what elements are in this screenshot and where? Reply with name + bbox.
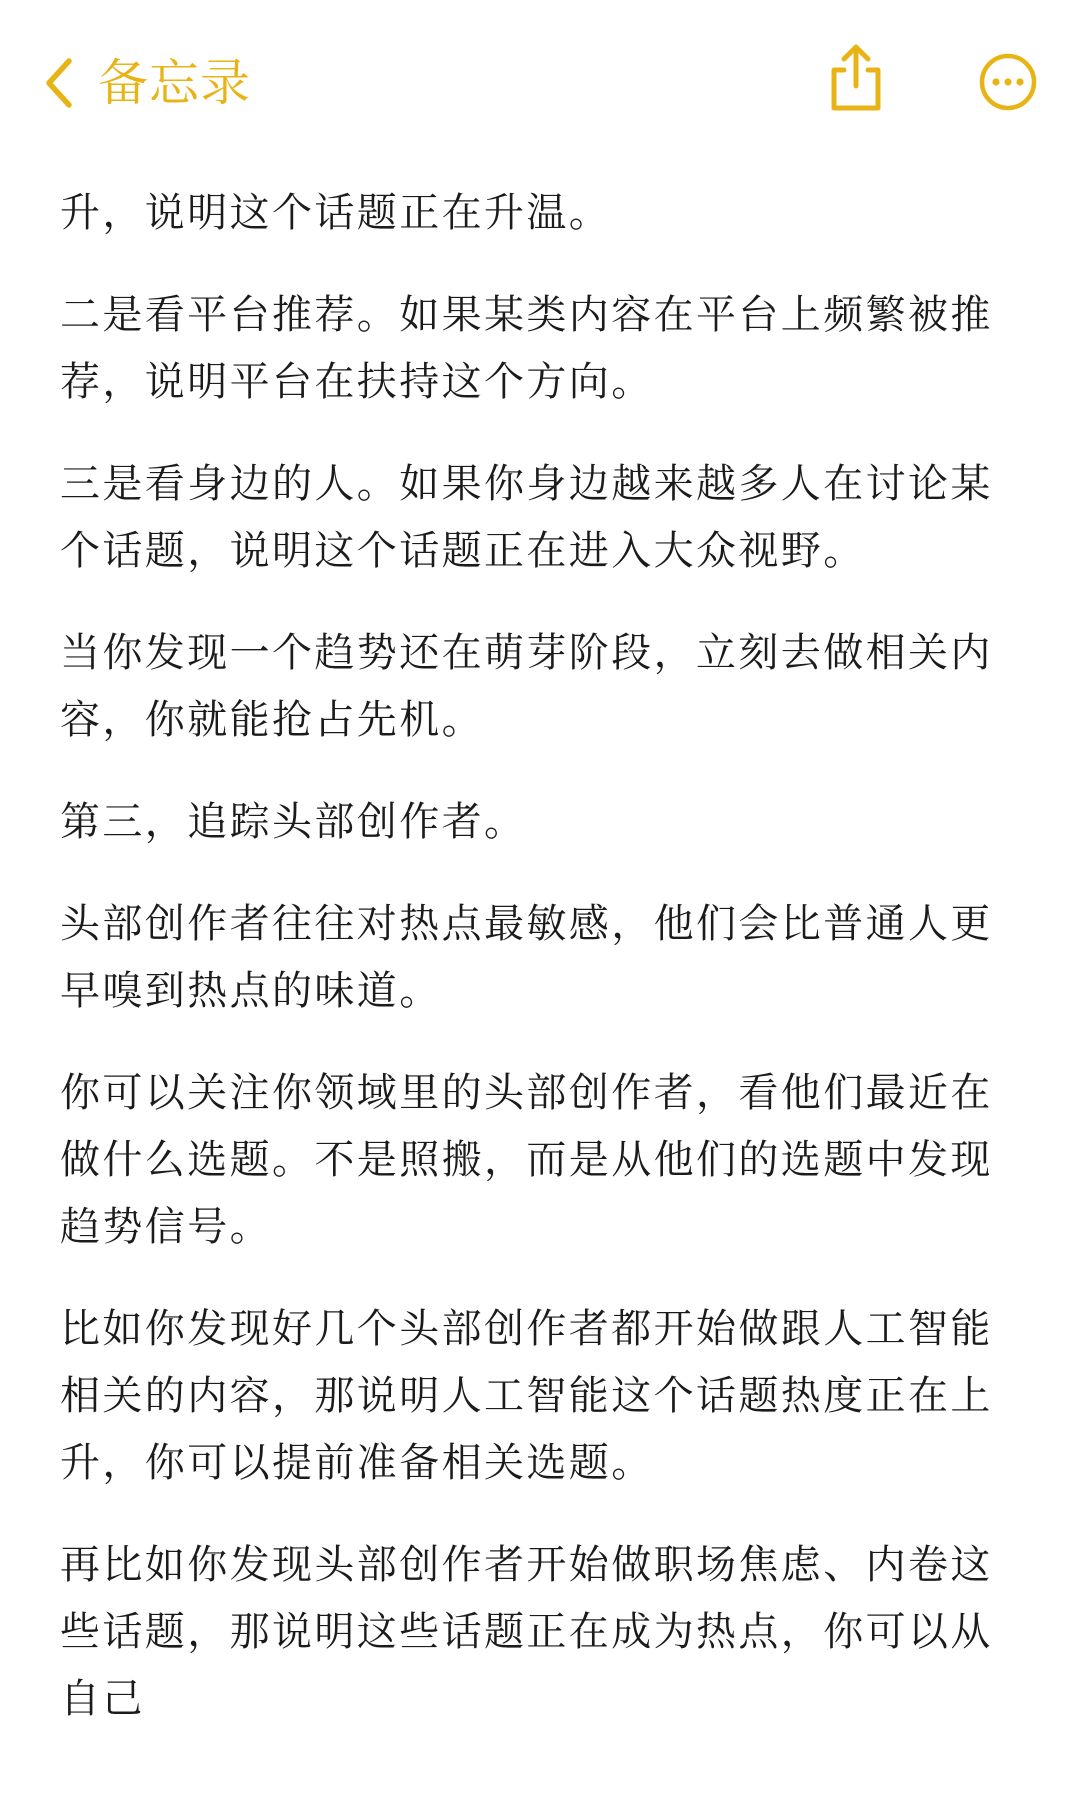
more-button[interactable] (978, 52, 1038, 112)
note-paragraph: 你可以关注你领域里的头部创作者，看他们最近在做什么选题。不是照搬，而是从他们的选题中发现趋势信号。 (60, 1070, 993, 1250)
note-paragraph: 头部创作者往往对热点最敏感，他们会比普通人更早嗅到热点的味道。 (60, 901, 993, 1014)
chevron-left-icon (44, 57, 74, 109)
navigation-bar (0, 0, 1080, 170)
note-body[interactable] (60, 180, 1035, 1768)
note-paragraph: 二是看平台推荐。如果某类内容在平台上频繁被推荐，说明平台在扶持这个方向。 (60, 292, 993, 405)
note-paragraph: 第三，追踪头部创作者。 (60, 799, 527, 845)
back-label: 备忘录 (98, 54, 251, 112)
share-icon (826, 42, 886, 114)
note-paragraph: 升，说明这个话题正在升温。 (60, 190, 612, 236)
note-paragraph: 三是看身边的人。如果你身边越来越多人在讨论某个话题，说明这个话题正在进入大众视野。 (60, 461, 993, 574)
note-paragraph: 比如你发现好几个头部创作者都开始做跟人工智能相关的内容，那说明人工智能这个话题热度正在上升，你可以提前准备相关选题。 (60, 1306, 993, 1486)
note-paragraph: 再比如你发现头部创作者开始做职场焦虑、内卷这些话题，那说明这些话题正在成为热点，你可以从自己 (60, 1542, 993, 1722)
back-button[interactable] (44, 48, 251, 118)
more-icon (978, 52, 1038, 112)
note-paragraph: 当你发现一个趋势还在萌芽阶段，立刻去做相关内容，你就能抢占先机。 (60, 630, 993, 743)
share-button[interactable] (826, 42, 886, 114)
